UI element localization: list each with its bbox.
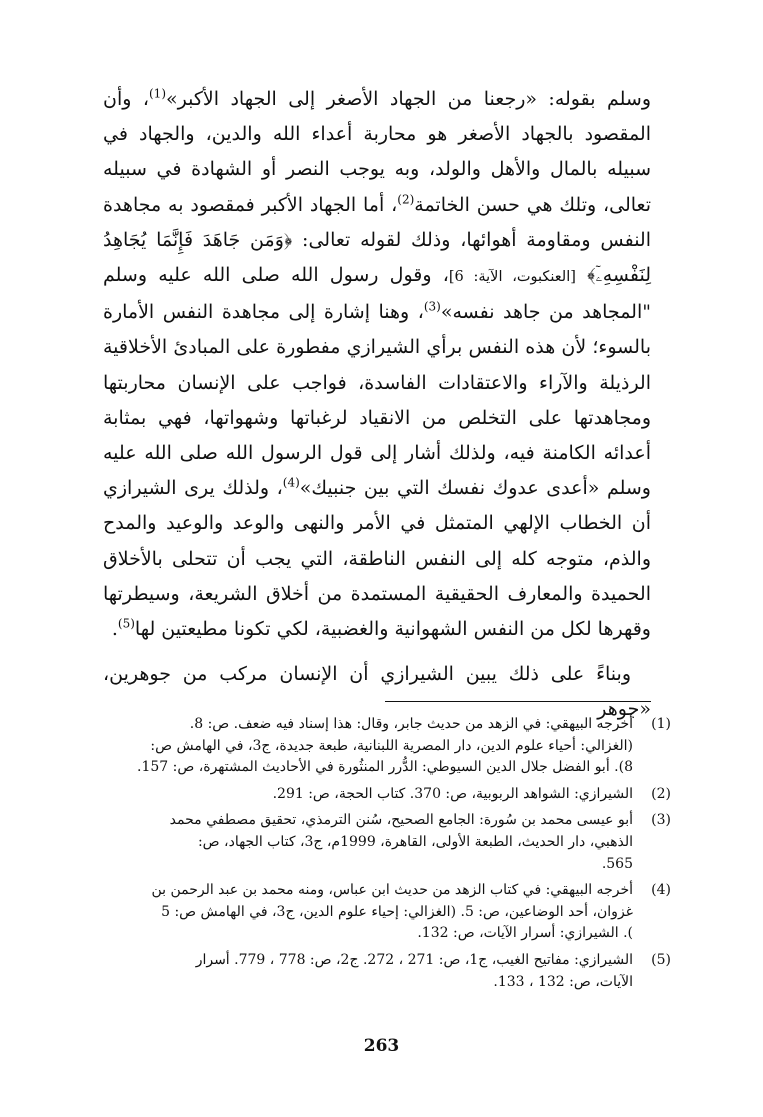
text-segment: ، أما الجهاد الأكبر فمقصود به مجاهدة النفس ومقاومة أهوائها، وذلك لقوله تعالى: ﴿وَمَن جَاهَدَ فَإِنَّمَا يُجَاهِدُ لِنَفْسِهِۦٓ﴾ [103,193,651,287]
footnote-line: الآيات، ص: 132 ، 133. [493,973,633,990]
text-segment: ، وأن المقصود بالجهاد الأصغر هو محاربة أعداء الله والدين، والجهاد في سبيله بالمال والأهل والولد، وبه يوجب النصر أو الشهادة في سبيله تعالى، وتلك هي حسن الخاتمة [103,88,651,216]
footnote [103,714,671,779]
footnote-number: (3) [651,812,671,829]
footnote-line: ). الشيرازي: أسرار الآيات، ص: 132. [417,925,633,942]
footnote-line: الشيرازي: الشواهد الربوبية، ص: 370. كتاب الحجة، ص: 291. [272,785,633,802]
footnotes [103,714,671,998]
footnote-number: (5) [651,951,671,968]
footnote-line: أخرجه البيهقي: في كتاب الزهد من حديث ابن عباس، ومنه محمد بن عبد الرحمن بن [151,882,633,899]
text-segment: ، ولذلك يرى الشيرازي أن الخطاب الإلهي المتمثل في الأمر والنهى والوعد والوعيد والمدح والذم، متوجه كله إلى النفس الناطقة، التي يجب أن تتحلى بالأخلاق الحميدة والمعارف الحقيقية المستمدة من أخلاق الشريعة، وسيطرتها وقهرها لكل من النفس الشهوانية والغضبية، لكي تكونا مطيعتين لها [103,477,651,641]
main-text [103,82,651,728]
footnote-number: (4) [651,882,671,899]
footnote-line: الذهبي، دار الحديث، الطبعة الأولى، القاهرة، 1999م، ج3، كتاب الجهاد، ص: [197,833,633,850]
footnote [103,880,671,945]
footnote-line: 8). أبو الفضل جلال الدين السيوطي: الدُّرر المنثُورة في الأحاديث المشتهرة، ص: 157. [136,759,633,776]
footnote-text [103,714,633,779]
footnote-line: (الغزالي: أحياء علوم الدين، دار المصرية اللبنانية، طبعة جديدة، ج3، في الهامش ص: [150,737,633,754]
footnote-ref-3: (3) [423,299,441,314]
footnote-text [103,784,633,806]
footnote-text [103,880,633,945]
text-segment: . [111,618,118,641]
footnote [103,950,671,993]
text-segment: ، وهنا إشارة إلى مجاهدة النفس الأمارة بالسوء؛ لأن هذه النفس برأي الشيرازي مفطورة على المبادئ الأخلاقية الرذيلة والآراء والاعتقادات الفاسدة، فواجب على الإنسان محاربتها ومجاهدتها على التخلص من الانقياد لرغباتها وشهواتها، فهي بمثابة أعدائه الكامنة فيه، ولذلك أشار إلى قول الرسول الله صلى الله عليه وسلم «أعدى عدوك نفسك التي بين جنبيك» [103,301,651,500]
page-number: 263 [363,1036,400,1056]
footnote-number: (2) [651,785,671,802]
footnote-line: أخرجه البيهقي: في الزهد من حديث جابر، وقال: هذا إسناد فيه ضعف. ص: 8. [189,716,633,732]
footnote-line: غزوان، أحد الوضاعين، ص: 5. (الغزالي: إحياء علوم الدين، ج3، في الهامش ص: 5 [161,903,633,920]
footnote-number: (1) [651,716,671,732]
footnote-ref-2: (2) [397,192,415,207]
footnote [103,810,671,875]
paragraph-2: وبناءً على ذلك يبين الشيرازي أن الإنسان مركب من جوهرين، «جوهر [103,663,651,721]
quran-reference: [العنكبوت، الآية: 6] [448,269,576,286]
text-segment: ، وقول رسول الله صلى الله عليه وسلم "المجاهد من جاهد نفسه» [103,264,651,324]
footnote-ref-1: (1) [148,86,166,101]
paragraph-1 [103,82,651,647]
footnote [103,784,671,806]
footnote-ref-4: (4) [282,475,300,490]
footnote-text [103,810,633,875]
footnote-line: أبو عيسى محمد بن سُورة: الجامع الصحيح، سُنن الترمذي، تحقيق مصطفي محمد [169,812,633,829]
footnote-separator [385,701,651,702]
text-segment: وسلم بقوله: «رجعنا من الجهاد الأصغر إلى الجهاد الأكبر» [166,88,651,110]
footnote-ref-5: (5) [117,616,135,631]
footnote-line: 565. [601,855,633,872]
footnote-line: الشيرازي: مفاتيح الغيب، ج1، ص: 271 ، 272. ج2، ص: 778 ، 779. أسرار [195,951,633,968]
footnote-text [103,950,633,993]
